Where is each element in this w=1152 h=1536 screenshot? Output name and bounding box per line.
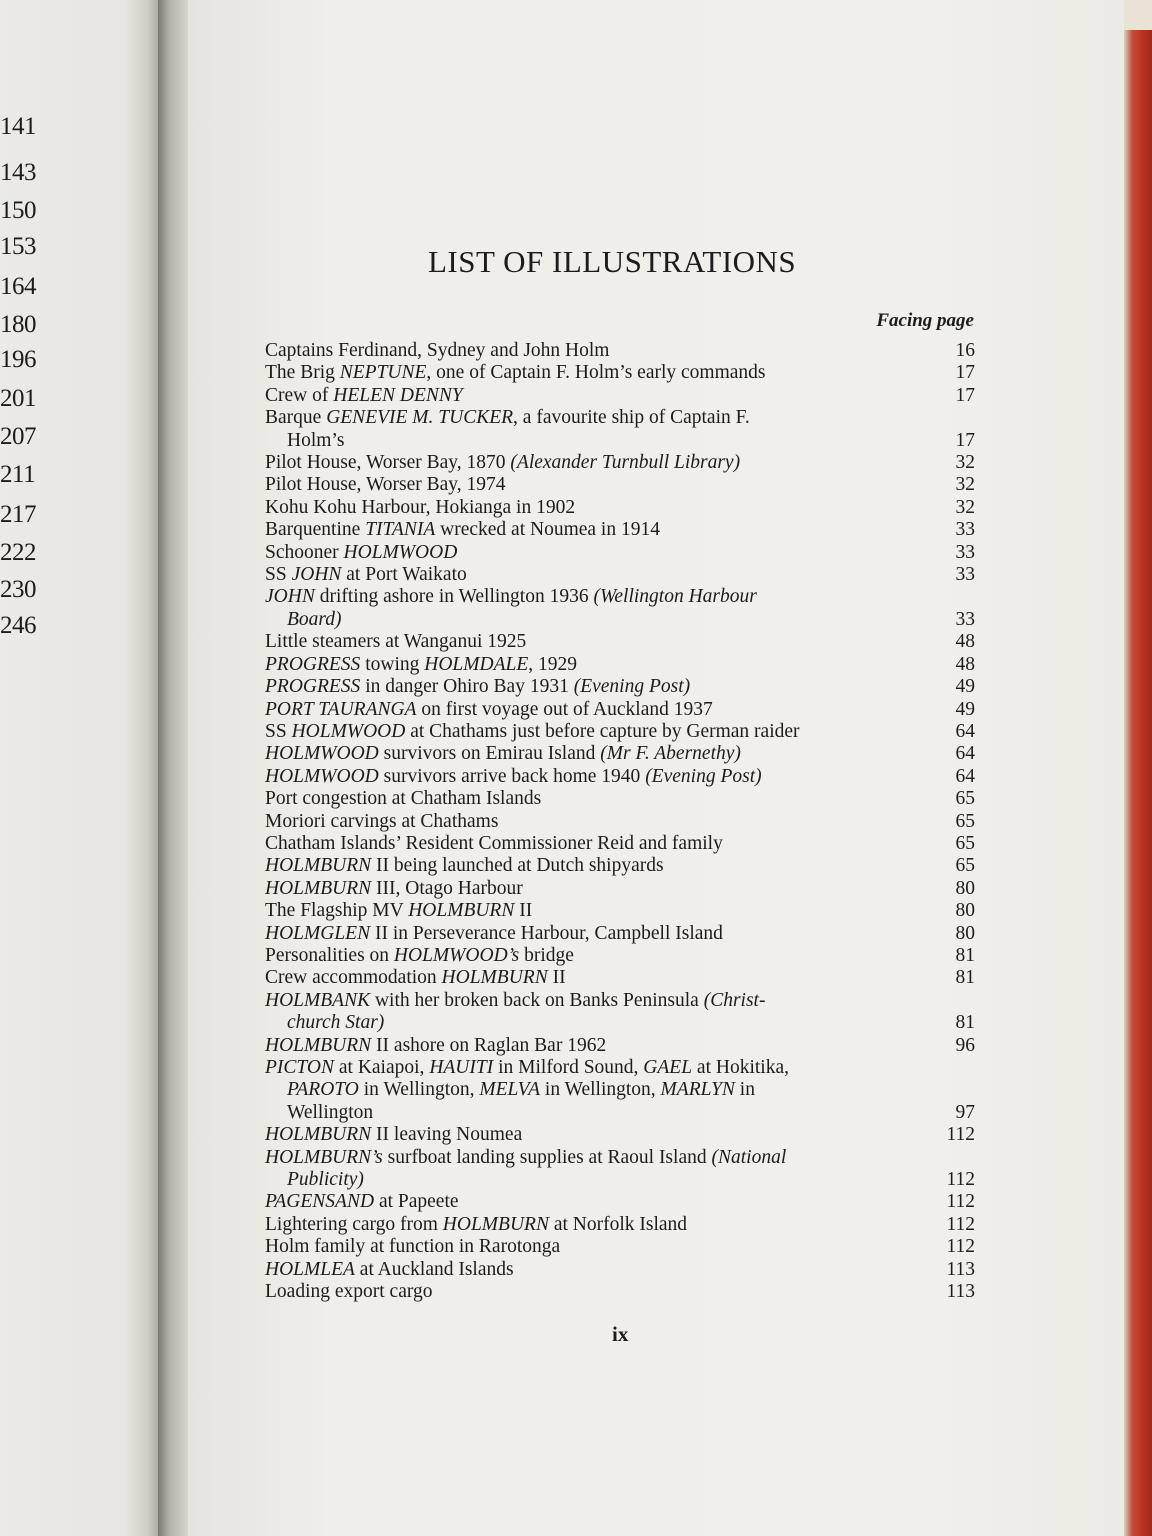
entry-caption xyxy=(265,1147,919,1169)
left-page-number: 196 xyxy=(0,346,36,373)
entry-caption xyxy=(265,923,919,945)
entry-page-number: 48 xyxy=(955,631,975,653)
illustration-entry xyxy=(265,967,975,989)
entry-text: HOLMGLEN xyxy=(265,922,371,944)
entry-text: on first voyage out of Auckland 1937 xyxy=(416,698,713,720)
entry-caption xyxy=(265,967,919,989)
entry-text: survivors on Emirau Island xyxy=(378,743,601,765)
entry-page-number: 33 xyxy=(955,608,975,630)
entry-text: Lightering cargo from xyxy=(265,1213,443,1235)
entry-text: HELEN DENNY xyxy=(333,384,463,406)
entry-page-number: 33 xyxy=(955,541,975,563)
entry-caption xyxy=(265,900,919,922)
entry-text: survivors arrive back home 1940 xyxy=(378,765,646,787)
entry-page-number: 33 xyxy=(955,519,975,541)
illustration-entry xyxy=(265,586,975,631)
entry-text: HOLMBURN xyxy=(265,1034,372,1056)
left-page-number: 222 xyxy=(0,539,36,566)
left-page-number: 150 xyxy=(0,197,36,224)
entry-text: (Christ- xyxy=(703,989,766,1011)
entry-text: HOLMWOOD xyxy=(343,541,458,563)
entry-caption xyxy=(265,474,919,496)
entry-caption xyxy=(265,990,919,1012)
entry-text: SS xyxy=(265,720,292,742)
entry-caption xyxy=(265,1281,919,1303)
illustration-entry xyxy=(265,497,975,519)
entry-text: HOLMBURN xyxy=(408,900,515,922)
entry-page-number: 112 xyxy=(946,1169,975,1191)
entry-text: at Auckland Islands xyxy=(354,1258,514,1280)
illustration-entry xyxy=(265,407,975,452)
entry-page-number: 32 xyxy=(955,496,975,518)
entry-page-number: 81 xyxy=(955,1012,975,1034)
left-page-number: 153 xyxy=(0,233,36,260)
illustration-entry xyxy=(265,542,975,564)
entry-text: Loading export cargo xyxy=(265,1281,433,1303)
illustration-entry xyxy=(265,1281,975,1303)
entry-caption xyxy=(265,676,919,698)
entry-page-number: 17 xyxy=(955,429,975,451)
illustrations-list xyxy=(265,340,975,1303)
entry-page-number: 17 xyxy=(955,384,975,406)
entry-caption xyxy=(265,833,919,855)
entry-text: in Wellington, xyxy=(540,1079,661,1101)
entry-caption xyxy=(265,878,919,900)
entry-text: MARLYN xyxy=(660,1079,735,1101)
illustration-entry xyxy=(265,340,975,362)
page-folio: ix xyxy=(612,1322,629,1346)
entry-text: SS xyxy=(265,564,292,586)
entry-caption xyxy=(265,1124,919,1146)
entry-text: JOHN xyxy=(291,564,342,586)
entry-caption-continued xyxy=(265,609,919,631)
illustration-entry xyxy=(265,743,975,765)
entry-text: Chatham Islands’ Resident Commissioner Reid and family xyxy=(265,832,723,854)
entry-page-number: 32 xyxy=(955,452,975,474)
entry-page-number: 65 xyxy=(955,810,975,832)
entry-caption xyxy=(265,631,919,653)
entry-caption xyxy=(265,855,919,877)
left-page-number: 141 xyxy=(0,113,36,140)
entry-text: Captains Ferdinand, Sydney and John Holm xyxy=(265,340,610,361)
illustration-entry xyxy=(265,1259,975,1281)
entry-text: at Port Waikato xyxy=(341,564,467,586)
illustration-entry xyxy=(265,855,975,877)
illustration-entry xyxy=(265,1035,975,1057)
entry-text: in xyxy=(734,1079,755,1101)
illustration-entry xyxy=(265,1191,975,1213)
left-page-number: 211 xyxy=(0,461,36,488)
entry-text: Schooner xyxy=(265,541,344,563)
illustration-entry xyxy=(265,833,975,855)
illustration-entry xyxy=(265,878,975,900)
entry-page-number: 33 xyxy=(955,564,975,586)
entry-caption xyxy=(265,721,919,743)
entry-text: at Chathams just before capture by German raider xyxy=(405,720,800,742)
entry-caption xyxy=(265,564,919,586)
left-page-edge xyxy=(0,0,160,1536)
illustration-entry xyxy=(265,1124,975,1146)
entry-text: with her broken back on Banks Peninsula xyxy=(370,989,704,1011)
entry-text: MELVA xyxy=(479,1079,541,1101)
entry-text: HOLMBURN xyxy=(265,855,372,877)
entry-text: bridge xyxy=(519,944,574,966)
entry-text: HOLMWOOD xyxy=(291,720,406,742)
entry-text: Holm family at function in Rarotonga xyxy=(265,1236,561,1258)
entry-text: NEPTUNE xyxy=(339,362,427,384)
entry-text: Pilot House, Worser Bay, 1870 xyxy=(265,452,511,474)
illustration-entry xyxy=(265,1214,975,1236)
entry-text: II xyxy=(547,967,566,989)
entry-text: Little steamers at Wanganui 1925 xyxy=(265,631,527,653)
entry-text: in Milford Sound, xyxy=(493,1057,644,1078)
left-page-number: 164 xyxy=(0,273,36,300)
entry-caption xyxy=(265,1214,919,1236)
entry-text: HOLMLEA xyxy=(265,1258,355,1280)
book-cover-edge xyxy=(1124,30,1152,1536)
illustration-entry xyxy=(265,900,975,922)
entry-caption xyxy=(265,340,919,362)
entry-text: in danger Ohiro Bay 1931 xyxy=(360,676,574,698)
entry-text: Pilot House, Worser Bay, 1974 xyxy=(265,474,506,496)
entry-text: at Kaiapoi, xyxy=(334,1057,430,1078)
entry-text: Crew of xyxy=(265,384,334,406)
entry-text: GAEL xyxy=(643,1057,693,1078)
left-page-number: 207 xyxy=(0,423,36,450)
illustration-entry xyxy=(265,1236,975,1258)
entry-text: II in Perseverance Harbour, Campbell Island xyxy=(370,922,723,944)
entry-text: The Brig xyxy=(265,362,340,384)
entry-text: HOLMBURN xyxy=(441,967,548,989)
entry-page-number: 81 xyxy=(955,967,975,989)
entry-page-number: 65 xyxy=(955,832,975,854)
entry-page-number: 32 xyxy=(955,474,975,496)
illustration-entry xyxy=(265,811,975,833)
entry-text: II leaving Noumea xyxy=(371,1124,523,1146)
entry-text: Personalities on xyxy=(265,944,394,966)
entry-caption xyxy=(265,586,919,608)
entry-caption xyxy=(265,699,919,721)
entry-text: Board) xyxy=(287,608,342,630)
entry-text: HOLMWOOD xyxy=(265,765,379,787)
entry-caption-continued xyxy=(265,1102,919,1124)
entry-text: , a favourite ship of Captain F. xyxy=(513,407,750,429)
entry-caption xyxy=(265,743,919,765)
entry-page-number: 65 xyxy=(955,855,975,877)
entry-page-number: 65 xyxy=(955,788,975,810)
entry-page-number: 48 xyxy=(955,653,975,675)
entry-text: Crew accommodation xyxy=(265,967,442,989)
entry-page-number: 112 xyxy=(946,1191,975,1213)
entry-text: PROGRESS xyxy=(265,653,361,675)
entry-caption xyxy=(265,811,919,833)
illustration-entry xyxy=(265,385,975,407)
book-gutter xyxy=(158,0,192,1536)
entry-text: HOLMBURN xyxy=(265,877,372,899)
entry-caption xyxy=(265,945,919,967)
entry-text: church Star) xyxy=(287,1012,385,1034)
entry-caption xyxy=(265,452,919,474)
entry-text: Port congestion at Chatham Islands xyxy=(265,788,542,810)
entry-text: in Wellington, xyxy=(358,1079,480,1101)
entry-text: HOLMBURN xyxy=(442,1213,549,1235)
entry-caption xyxy=(265,766,919,788)
entry-caption xyxy=(265,407,919,429)
entry-text: Kohu Kohu Harbour, Hokianga in 1902 xyxy=(265,496,576,518)
entry-page-number: 64 xyxy=(955,720,975,742)
entry-caption xyxy=(265,1035,919,1057)
illustration-entry xyxy=(265,631,975,653)
entry-page-number: 80 xyxy=(955,922,975,944)
page-title: LIST OF ILLUSTRATIONS xyxy=(428,244,797,279)
entry-page-number: 96 xyxy=(955,1034,975,1056)
entry-caption xyxy=(265,1259,919,1281)
entry-text: III, Otago Harbour xyxy=(371,877,523,899)
entry-text: PORT TAURANGA xyxy=(265,698,417,720)
entry-text: GENEVIE M. TUCKER xyxy=(326,407,514,429)
entry-text: HOLMBURN’s xyxy=(265,1146,383,1168)
entry-page-number: 80 xyxy=(955,877,975,899)
entry-text: towing xyxy=(360,653,425,675)
illustration-entry xyxy=(265,654,975,676)
entry-text: surfboat landing supplies at Raoul Island xyxy=(382,1146,712,1168)
left-page-number: 246 xyxy=(0,612,36,639)
entry-text: PAROTO xyxy=(287,1079,359,1101)
entry-page-number: 49 xyxy=(955,676,975,698)
entry-caption-continued xyxy=(265,1169,919,1191)
left-page-number: 217 xyxy=(0,501,36,528)
entry-caption xyxy=(265,654,919,676)
illustration-entry xyxy=(265,923,975,945)
entry-text: (Wellington Harbour xyxy=(593,586,757,608)
entry-text: HOLMBURN xyxy=(265,1124,372,1146)
left-page-number: 230 xyxy=(0,576,36,603)
entry-page-number: 112 xyxy=(946,1213,975,1235)
entry-text: PICTON xyxy=(265,1057,334,1078)
illustration-entry xyxy=(265,699,975,721)
entry-caption xyxy=(265,362,919,384)
entry-page-number: 81 xyxy=(955,944,975,966)
entry-text: Wellington xyxy=(287,1101,374,1123)
entry-page-number: 64 xyxy=(955,765,975,787)
entry-caption xyxy=(265,1236,919,1258)
entry-page-number: 17 xyxy=(955,362,975,384)
entry-text: wrecked at Noumea in 1914 xyxy=(435,519,660,541)
illustration-entry xyxy=(265,564,975,586)
entry-text: JOHN xyxy=(265,586,315,608)
entry-page-number: 80 xyxy=(955,900,975,922)
illustration-entry xyxy=(265,945,975,967)
entry-text: HOLMBANK xyxy=(265,989,371,1011)
illustration-entry xyxy=(265,676,975,698)
entry-text: Barquentine xyxy=(265,519,366,541)
illustration-entry xyxy=(265,452,975,474)
entry-text: HOLMWOOD’s xyxy=(393,944,520,966)
entry-text: , one of Captain F. Holm’s early commands xyxy=(426,362,766,384)
entry-text: Publicity) xyxy=(287,1169,364,1191)
entry-text: at Papeete xyxy=(374,1191,459,1213)
illustration-entry xyxy=(265,1057,975,1124)
entry-page-number: 113 xyxy=(946,1258,975,1280)
entry-page-number: 97 xyxy=(955,1101,975,1123)
illustration-entry xyxy=(265,519,975,541)
entry-caption xyxy=(265,1191,919,1213)
entry-caption xyxy=(265,385,919,407)
entry-text: Holm’s xyxy=(287,429,345,451)
entry-text: Barque xyxy=(265,407,327,429)
illustration-entry xyxy=(265,362,975,384)
entry-page-number: 64 xyxy=(955,743,975,765)
entry-page-number: 113 xyxy=(946,1281,975,1303)
entry-caption xyxy=(265,497,919,519)
entry-text: drifting ashore in Wellington 1936 xyxy=(314,586,594,608)
left-page-number: 143 xyxy=(0,159,36,186)
entry-text: HOLMWOOD xyxy=(265,743,379,765)
entry-caption-continued xyxy=(265,1079,919,1101)
facing-page-label: Facing page xyxy=(876,310,974,331)
entry-caption xyxy=(265,1057,919,1079)
left-page-number: 180 xyxy=(0,311,36,338)
entry-text: TITANIA xyxy=(365,519,436,541)
entry-text: (Mr F. Abernethy) xyxy=(600,743,741,765)
illustration-entry xyxy=(265,474,975,496)
illustration-entry xyxy=(265,721,975,743)
entry-text: II ashore on Raglan Bar 1962 xyxy=(371,1034,607,1056)
illustration-entry xyxy=(265,788,975,810)
entry-text: , 1929 xyxy=(528,653,577,675)
entry-text: II xyxy=(514,900,533,922)
entry-text: II being launched at Dutch shipyards xyxy=(371,855,664,877)
entry-text: (Evening Post) xyxy=(573,676,691,698)
entry-caption xyxy=(265,519,919,541)
entry-page-number: 16 xyxy=(955,340,975,361)
entry-text: PROGRESS xyxy=(265,676,361,698)
entry-text: The Flagship MV xyxy=(265,900,409,922)
entry-page-number: 112 xyxy=(946,1236,975,1258)
entry-text: at Norfolk Island xyxy=(548,1213,688,1235)
entry-caption-continued xyxy=(265,430,919,452)
entry-caption xyxy=(265,542,919,564)
illustration-entry xyxy=(265,1147,975,1192)
entry-text: Moriori carvings at Chathams xyxy=(265,810,499,832)
entry-page-number: 112 xyxy=(946,1124,975,1146)
entry-caption-continued xyxy=(265,1012,919,1034)
left-page-number: 201 xyxy=(0,385,36,412)
illustration-entry xyxy=(265,766,975,788)
entry-caption xyxy=(265,788,919,810)
entry-text: (Evening Post) xyxy=(645,765,762,787)
entry-text: PAGENSAND xyxy=(265,1191,375,1213)
entry-text: HOLMDALE xyxy=(424,653,529,675)
entry-text: HAUITI xyxy=(429,1057,494,1078)
entry-page-number: 49 xyxy=(955,698,975,720)
entry-text: (National xyxy=(711,1146,787,1168)
entry-text: (Alexander Turnbull Library) xyxy=(510,452,741,474)
illustration-entry xyxy=(265,990,975,1035)
entry-text: at Hokitika, xyxy=(692,1057,789,1078)
